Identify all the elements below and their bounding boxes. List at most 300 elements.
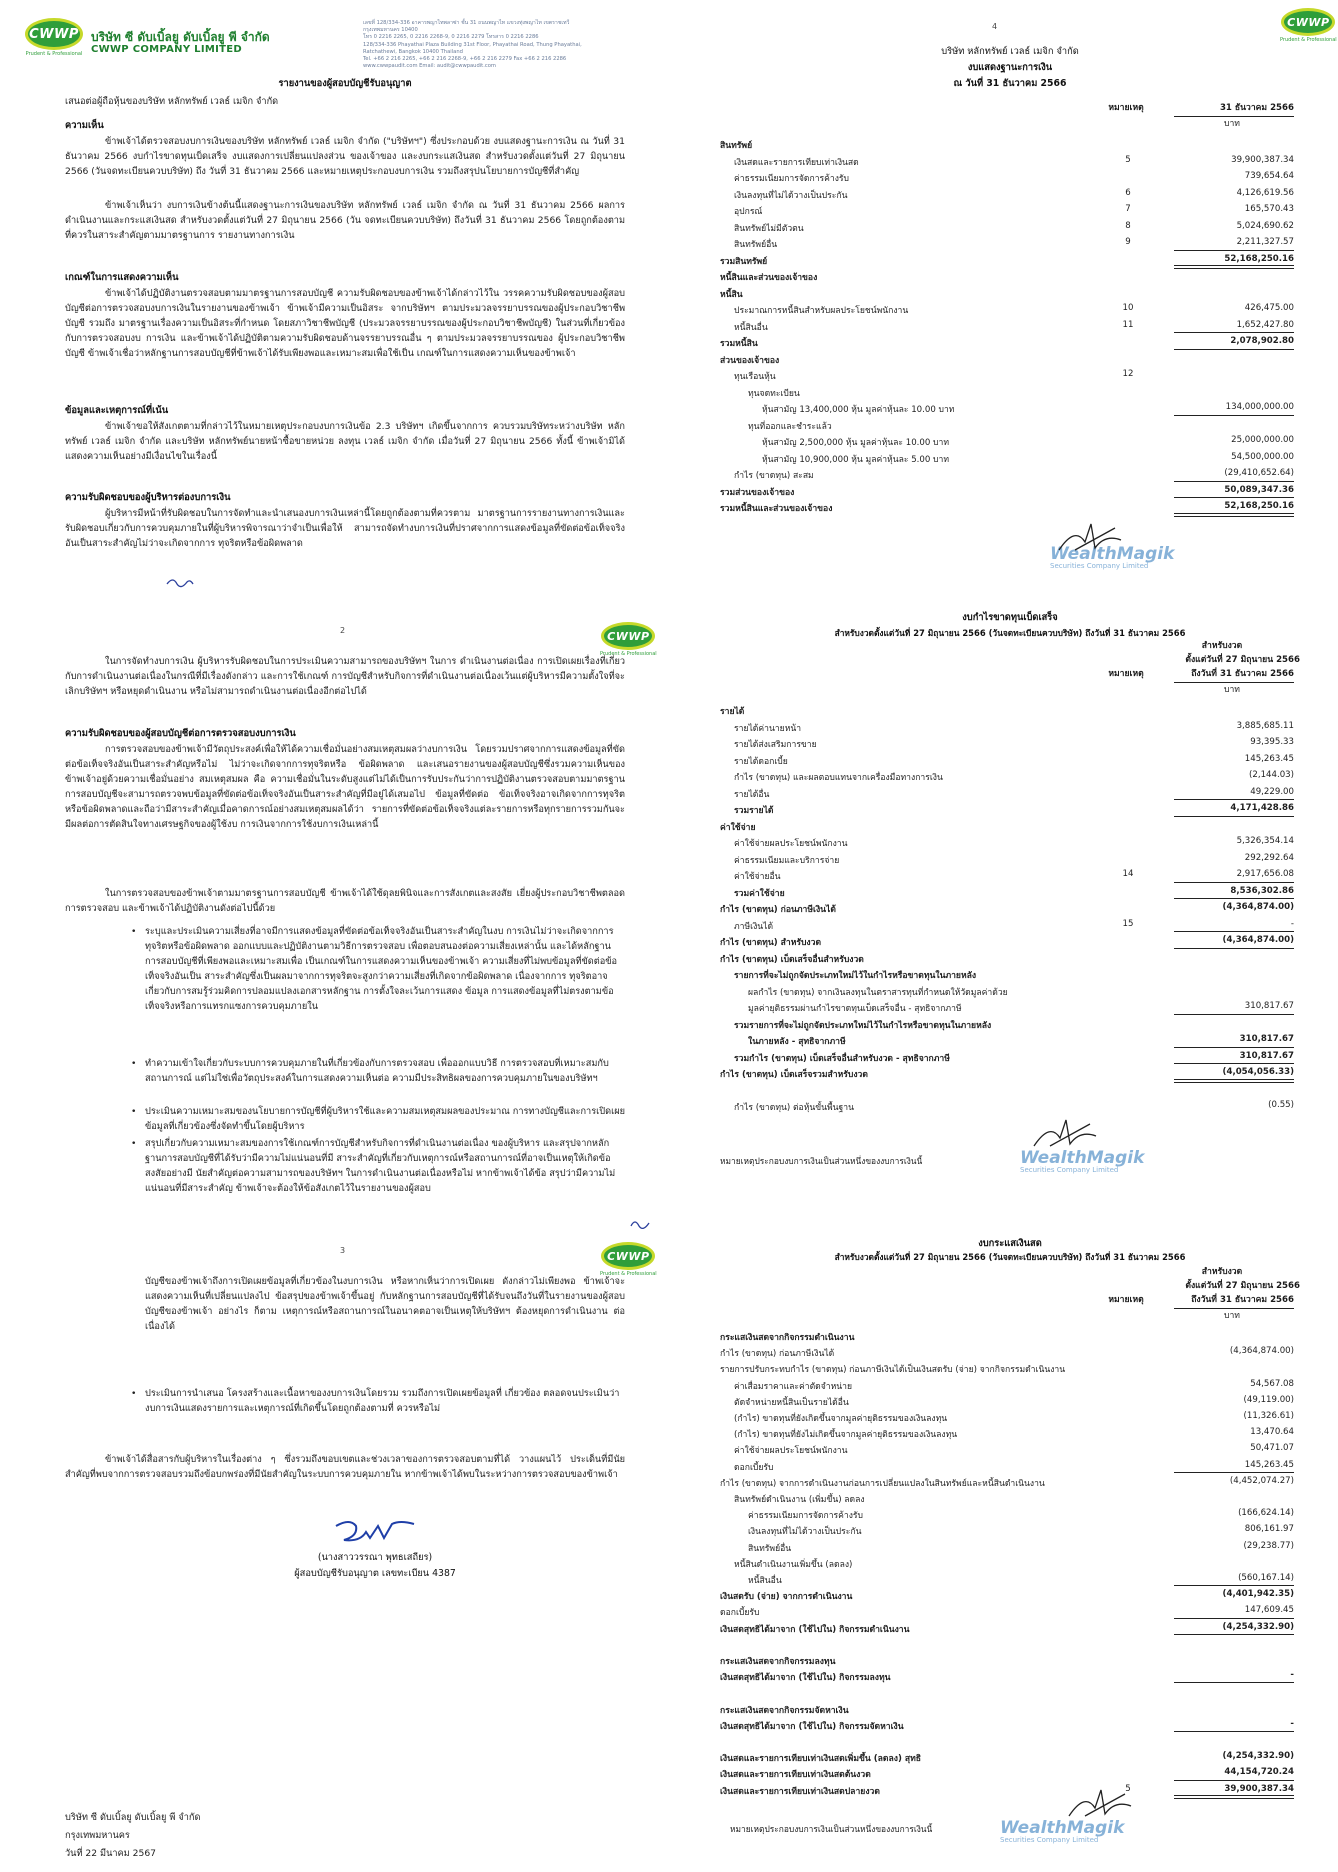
underline-rule <box>1174 415 1294 416</box>
row-label: กำไร (ขาดทุน) ต่อหุ้นขั้นพื้นฐาน <box>734 1103 854 1113</box>
statement-row <box>710 1717 1338 1733</box>
statement-company: บริษัท หลักทรัพย์ เวลธ์ เมจิก จำกัด <box>941 46 1079 57</box>
row-amount: 25,000,000.00 <box>1231 435 1294 445</box>
statement-row <box>710 1749 1338 1765</box>
column-rule <box>1174 116 1294 117</box>
statement-row <box>710 950 1338 967</box>
statement-row <box>710 884 1338 901</box>
row-label: หุ้นสามัญ 13,400,000 หุ้น มูลค่าหุ้นละ 10.00 บาท <box>762 405 955 415</box>
underline-rule <box>1174 1634 1294 1635</box>
row-amount: 292,292.64 <box>1244 852 1294 863</box>
audit-report-page-3 <box>25 1238 665 1868</box>
row-label: ตัดจำหน่ายหนี้สินเป็นรายได้อื่น <box>734 1397 849 1408</box>
row-label: รายได้ค่านายหน้า <box>734 723 802 734</box>
row-label: ค่าใช้จ่ายผลประโยชน์พนักงาน <box>734 1446 848 1457</box>
row-note: 10 <box>1122 303 1134 313</box>
statement-row <box>710 818 1338 835</box>
auditor-signature <box>330 1516 420 1546</box>
statement-row <box>710 186 1338 203</box>
underline-rule <box>1174 497 1294 498</box>
heading-management: ความรับผิดชอบของผู้บริหารต่องบการเงิน <box>65 492 231 503</box>
row-label: หุ้นสามัญ 2,500,000 หุ้น มูลค่าหุ้นละ 10.00 บาท <box>762 438 950 448</box>
double-underline-rule <box>1174 1795 1294 1799</box>
statement-row <box>710 1032 1338 1049</box>
row-note: 5 <box>1125 154 1131 165</box>
row-amount: 50,089,347.36 <box>1224 484 1294 495</box>
statement-row <box>710 268 1338 285</box>
row-amount: - <box>1290 1670 1294 1681</box>
statement-row <box>710 1684 1338 1700</box>
report-addressee: เสนอต่อผู้ถือหุ้นของบริษัท หลักทรัพย์ เวลธ์ เมจิก จำกัด <box>65 96 279 107</box>
statement-row <box>710 1474 1338 1490</box>
column-unit: บาท <box>1224 1311 1240 1321</box>
underline-rule <box>1174 349 1294 350</box>
logo-text: CWWP <box>25 18 83 50</box>
row-note: 12 <box>1122 369 1134 379</box>
statement-row <box>710 466 1338 483</box>
statement-title: งบกระแสเงินสด <box>978 1238 1042 1249</box>
income-statement-page <box>710 600 1338 1192</box>
row-label: ค่าธรรมเนียมการจัดการค้างรับ <box>748 1511 863 1522</box>
cwwp-logo <box>25 18 83 57</box>
row-amount: (4,254,332.90) <box>1222 1621 1294 1632</box>
heading-basis: เกณฑ์ในการแสดงความเห็น <box>65 272 179 283</box>
statement-row <box>710 351 1338 368</box>
double-underline-rule <box>1174 513 1294 517</box>
cash-flow-page <box>710 1228 1338 1868</box>
statement-row <box>710 1620 1338 1636</box>
row-label: สินทรัพย์ไม่มีตัวตน <box>734 223 804 234</box>
statement-row <box>710 318 1338 335</box>
statement-row <box>710 252 1338 269</box>
row-amount: 54,500,000.00 <box>1231 451 1294 462</box>
statement-row <box>710 933 1338 950</box>
row-label: รวมรายการที่จะไม่ถูกจัดประเภทใหม่ไว้ในกำไรหรือขาดทุนในภายหลัง <box>734 1020 992 1031</box>
statement-period: สำหรับงวดตั้งแต่วันที่ 27 มิถุนายน 2566 (วันจดทะเบียนควบบริษัท) ถึงวันที่ 31 ธันวาคม 2566 <box>834 628 1186 638</box>
statement-period: สำหรับงวดตั้งแต่วันที่ 27 มิถุนายน 2566 (วันจดทะเบียนควบบริษัท) ถึงวันที่ 31 ธันวาคม 2566 <box>834 1252 1186 1262</box>
row-amount: 54,567.08 <box>1250 1378 1294 1389</box>
paragraph-going-concern: ในการจัดทำงบการเงิน ผู้บริหารรับผิดชอบในการประเมินความสามารถของบริษัทฯ ในการ ดำเนินงานต่อเนื่อง การเปิดเผยเรื่องที่เกี่ยวกับการดำเนินงานต่อเนื่องในกรณีที่มีเรื่องดังกล่าว และการใช้เกณฑ์ การบัญชีสำหรับกิจการที่ดำเนินงานต่อเนื่องเว้นแต่ผู้บริหารมีความตั้งใจที่จะเลิกบริษัทฯ หรือหยุดดำเนินงาน หรือไม่สามารถดำเนินงานต่อเนื่องอีกต่อไปได้ <box>65 656 625 697</box>
column-note: หมายเหตุ <box>1108 669 1144 679</box>
row-label: เงินสดสุทธิได้มาจาก (ใช้ไปใน) กิจกรรมลงทุน <box>720 1673 891 1684</box>
statement-row <box>710 1733 1338 1749</box>
column-rule <box>1174 682 1294 683</box>
statement-row <box>710 735 1338 752</box>
statement-row <box>710 1441 1338 1457</box>
row-amount: 4,126,619.56 <box>1236 187 1294 198</box>
row-label: (กำไร) ขาดทุนที่ยังเกิดขึ้นจากมูลค่ายุติธรรมของเงินลงทุน <box>734 1414 948 1424</box>
underline-rule <box>1174 481 1294 482</box>
row-amount: (2,144.03) <box>1249 770 1294 780</box>
column-head-3: ถึงวันที่ 31 ธันวาคม 2566 <box>1191 1295 1294 1305</box>
statement-row <box>710 400 1338 417</box>
row-label: รายได้ส่งเสริมการขาย <box>734 740 817 750</box>
row-label: รวมสินทรัพย์ <box>720 256 768 267</box>
row-label: หนี้สินและส่วนของเจ้าของ <box>720 273 818 283</box>
row-label: รวมกำไร (ขาดทุน) เบ็ดเสร็จอื่นสำหรับงวด - สุทธิจากภาษี <box>734 1053 950 1064</box>
row-amount: (29,410,652.64) <box>1224 468 1294 478</box>
statement-row <box>710 153 1338 170</box>
statement-row <box>710 1782 1338 1798</box>
row-label: ค่าใช้จ่าย <box>720 822 756 833</box>
underline-rule <box>1174 1585 1294 1586</box>
page-number: 3 <box>340 1246 346 1255</box>
row-label: รวมหนี้สิน <box>720 339 758 349</box>
row-amount: 5,024,690.62 <box>1236 220 1294 231</box>
address-line: เลขที่ 128/334-336 อาคารพญาไทพลาซ่า ชั้น 31 ถนนพญาไท แขวงทุ่งพญาไท เขตราชเทวี <box>363 20 570 26</box>
row-label: ค่าธรรมเนียมและบริการจ่าย <box>734 855 840 866</box>
column-unit: บาท <box>1224 685 1240 695</box>
statement-row <box>710 1065 1338 1082</box>
income-statement-table <box>710 702 1338 1152</box>
row-amount: - <box>1290 918 1294 929</box>
address-line: Tel. +66 2 216 2265, +66 2 216 2268-9, +66 2 216 2279 Fax +66 2 216 2286 <box>363 56 567 63</box>
row-label: มูลค่ายุติธรรมผ่านกำไรขาดทุนเบ็ดเสร็จอื่น - สุทธิจากภาษี <box>748 1004 962 1014</box>
row-label: ค่าธรรมเนียมการจัดการค้างรับ <box>734 174 849 184</box>
statement-row <box>710 900 1338 917</box>
column-date: 31 ธันวาคม 2566 <box>1219 103 1294 113</box>
statement-row <box>710 1603 1338 1619</box>
statement-row <box>710 1587 1338 1603</box>
statement-row <box>710 367 1338 384</box>
statement-row <box>710 768 1338 785</box>
row-note: 11 <box>1122 319 1134 330</box>
underline-rule <box>1174 1047 1294 1048</box>
row-label: เงินลงทุนที่ไม่ได้วางเป็นประกัน <box>734 190 848 201</box>
statement-row <box>710 202 1338 219</box>
row-label: สินทรัพย์อื่น <box>734 240 778 250</box>
statement-row <box>710 1049 1338 1066</box>
statement-row <box>710 851 1338 868</box>
paragraph-auditor-1: การตรวจสอบของข้าพเจ้ามีวัตถุประสงค์เพื่อให้ได้ความเชื่อมั่นอย่างสมเหตุสมผลว่างบการเงิน โดยรวมปราศจากการแสดงข้อมูลที่ขัดต่อข้อเท็จจริงอันเป็นสาระสำคัญหรือไม่ ไม่ว่าจะเกิดจากการทุจริตหรือ ข้อผิดพลาด และเสนอรายงานของผู้สอบบัญชีซึ่งรวมความเห็นของข้าพเจ้าอยู่ด้วยความเชื่อมั่นอย่าง สมเหตุสมผล คือ ความเชื่อมั่นในระดับสูงแต่ไม่ได้เป็นการรับประกันว่าการปฏิบัติงานตรวจสอบตามมาตรฐาน การสอบบัญชีจะสามารถตรวจพบข้อมูลที่ขัดต่อข้อเท็จจริงอันเป็นสาระสำคัญที่มีอยู่ได้เสมอไป ข้อมูลที่ขัดต่อ ข้อเท็จจริงอาจเกิดจากการทุจริตหรือข้อผิดพลาดและถือว่ามีสาระสำคัญเมื่อคาดการณ์อย่างสมเหตุสมผลได้ว่า รายการที่ขัดต่อข้อเท็จจริงแต่ละรายการหรือทุกรายการรวมกันจะมีผลต่อการตัดสินใจทางเศรษฐกิจของผู้ใช้งบ การเงินจากการใช้งบการเงินเหล่านี้ <box>65 744 625 830</box>
row-label: กำไร (ขาดทุน) จากการดำเนินงานก่อนการเปลี่ยนแปลงในสินทรัพย์และหนี้สินดำเนินงาน <box>720 1478 1045 1489</box>
statement-row <box>710 1652 1338 1668</box>
underline-rule <box>1174 799 1294 800</box>
row-label: รายได้อื่น <box>734 789 770 800</box>
director-signature <box>1065 1786 1135 1826</box>
paragraph-going-concern-cont: บัญชีของข้าพเจ้าถึงการเปิดเผยข้อมูลที่เกี่ยวข้องในงบการเงิน หรือหากเห็นว่าการเปิดเผย ดังกล่าวไม่เพียงพอ ข้าพเจ้าจะแสดงความเห็นที่เปลี่ยนแปลงไป ข้อสรุปของข้าพเจ้าขึ้นอยู่ กับหลักฐานการสอบบัญชีที่ได้รับจนถึงวันที่ในรายงานของผู้สอบบัญชีของข้าพเจ้า อย่างไร ก็ตาม เหตุการณ์หรือสถานการณ์ในอนาคตอาจเป็นเหตุให้บริษัทฯ ต้องหยุดการดำเนินงาน ต่อเนื่องได้ <box>145 1276 625 1332</box>
row-label: รวมรายได้ <box>734 806 774 816</box>
row-note: 9 <box>1125 237 1131 247</box>
row-amount: 52,168,250.16 <box>1224 253 1294 264</box>
row-label: ดอกเบี้ยรับ <box>734 1462 774 1473</box>
signer-title: ผู้สอบบัญชีรับอนุญาต เลขทะเบียน 4387 <box>294 1568 456 1579</box>
column-note: หมายเหตุ <box>1108 1295 1144 1305</box>
row-label: รายได้ <box>720 707 745 717</box>
row-label: รวมหนี้สินและส่วนของเจ้าของ <box>720 504 833 514</box>
row-amount: 2,917,656.08 <box>1236 869 1294 879</box>
row-amount: 806,161.97 <box>1244 1524 1294 1535</box>
statement-row <box>710 1765 1338 1781</box>
row-label: กระแสเงินสดจากกิจกรรมจัดหาเงิน <box>720 1705 849 1716</box>
cash-flow-table <box>710 1328 1338 1828</box>
statement-row <box>710 1016 1338 1033</box>
row-label: สินทรัพย์ดำเนินงาน (เพิ่มขึ้น) ลดลง <box>734 1495 865 1505</box>
row-amount: 49,229.00 <box>1250 786 1294 797</box>
statement-row <box>710 169 1338 186</box>
row-note: 7 <box>1125 204 1131 214</box>
statement-row <box>710 966 1338 983</box>
row-label: หนี้สิน <box>720 289 743 300</box>
row-amount: 147,609.45 <box>1244 1605 1294 1616</box>
statement-row <box>710 219 1338 236</box>
statement-row <box>710 1490 1338 1506</box>
row-amount: 426,475.00 <box>1244 303 1294 313</box>
row-label: รายการที่จะไม่ถูกจัดประเภทใหม่ไว้ในกำไรหรือขาดทุนในภายหลัง <box>734 971 977 981</box>
statement-row <box>710 752 1338 769</box>
row-label: หนี้สินอื่น <box>748 1576 782 1586</box>
row-amount: (4,254,332.90) <box>1222 1751 1294 1762</box>
row-amount: 8,536,302.86 <box>1230 885 1294 896</box>
underline-rule <box>1174 948 1294 949</box>
row-label: กระแสเงินสดจากกิจกรรมดำเนินงาน <box>720 1333 855 1343</box>
row-label: หนี้สินอื่น <box>734 322 768 333</box>
statement-row <box>710 867 1338 884</box>
heading-auditor: ความรับผิดชอบของผู้สอบบัญชีต่อการตรวจสอบงบการเงิน <box>65 728 296 739</box>
statement-row <box>710 136 1338 153</box>
row-label: กำไร (ขาดทุน) และผลตอบแทนจากเครื่องมือทางการเงิน <box>734 773 943 783</box>
row-label: กำไร (ขาดทุน) เบ็ดเสร็จอื่นสำหรับงวด <box>720 954 864 965</box>
row-label: หุ้นสามัญ 10,900,000 หุ้น มูลค่าหุ้นละ 5.00 บาท <box>762 454 950 465</box>
row-amount: (560,167.14) <box>1238 1573 1294 1583</box>
paragraph-communication: ข้าพเจ้าได้สื่อสารกับผู้บริหารในเรื่องต่าง ๆ ซึ่งรวมถึงขอบเขตและช่วงเวลาของการตรวจสอบตามที่ได้ วางแผนไว้ ประเด็นที่มีนัยสำคัญที่พบจากการตรวจสอบรวมถึงข้อบกพร่องที่มีนัยสำคัญในระบบการควบคุมภายใน หากข้าพเจ้าได้พบในระหว่างการตรวจสอบของข้าพเจ้า <box>65 1454 625 1480</box>
footer-company: บริษัท ซี ดับเบิ้ลยู ดับเบิ้ลยู พี จำกัด <box>65 1812 201 1823</box>
bullet-risk-assessment: • ระบุและประเมินความเสี่ยงที่อาจมีการแสดงข้อมูลที่ขัดต่อข้อเท็จจริงอันเป็นสาระสำคัญในงบ การเงินไม่ว่าจะเกิดจากการทุจริตหรือข้อผิดพลาด ออกแบบและปฏิบัติงานตามวิธีการตรวจสอบ เพื่อตอบสนองต่อความเสี่ยงเหล่านั้น และได้หลักฐานการสอบบัญชีที่เพียงพอและเหมาะสมเพื่อ เป็นเกณฑ์ในการแสดงความเห็นของข้าพเจ้า ความเสี่ยงที่ไม่พบข้อมูลที่ขัดต่อข้อเท็จจริงอันเป็น สาระสำคัญซึ่งเป็นผลมาจากการทุจริตจะสูงกว่าความเสี่ยงที่เกิดจากข้อผิดพลาด เนื่องจากการ ทุจริตอาจเกี่ยวกับการสมรู้ร่วมคิดการปลอมแปลงเอกสารหลักฐาน การตั้งใจละเว้นการแสดง ข้อมูล การแสดงข้อมูลที่ไม่ตรงตามข้อเท็จจริงหรือการแทรกแซงการควบคุมภายใน <box>145 924 625 1014</box>
paragraph-opinion-1: ข้าพเจ้าได้ตรวจสอบงบการเงินของบริษัท หลักทรัพย์ เวลธ์ เมจิก จำกัด ("บริษัทฯ") ซึ่งประกอบด้วย งบแสดงฐานะการเงิน ณ วันที่ 31 ธันวาคม 2566 งบกำไรขาดทุนเบ็ดเสร็จ งบแสดงการเปลี่ยนแปลงส่วน ของเจ้าของ และงบกระแสเงินสด สำหรับงวดตั้งแต่วันที่ 27 มิถุนายน 2566 (วันจดทะเบียนควบบริษัท) ถึง วันที่ 31 ธันวาคม 2566 และหมายเหตุประกอบงบการเงิน รวมถึงสรุปนโยบายการบัญชีที่สำคัญ <box>65 136 625 177</box>
bullet-presentation: • ประเมินการนำเสนอ โครงสร้างและเนื้อหาของงบการเงินโดยรวม รวมถึงการเปิดเผยข้อมูลที่ เกี่ยวข้อง ตลอดจนประเมินว่างบการเงินแสดงรายการและเหตุการณ์ที่เกิดขึ้นโดยถูกต้องตามที่ ควรหรือไม่ <box>145 1386 625 1416</box>
row-note: 8 <box>1125 220 1131 231</box>
row-label: เงินสดและรายการเทียบเท่าเงินสด <box>734 157 859 168</box>
underline-rule <box>1174 1731 1294 1732</box>
statement-row <box>710 1344 1338 1360</box>
statement-row <box>710 1409 1338 1425</box>
column-note: หมายเหตุ <box>1108 103 1144 113</box>
row-amount: (29,238.77) <box>1243 1540 1294 1551</box>
column-head-3: ถึงวันที่ 31 ธันวาคม 2566 <box>1191 669 1294 679</box>
initials-mark <box>629 1218 651 1232</box>
row-label: กำไร (ขาดทุน) สำหรับงวด <box>720 938 822 948</box>
underline-rule <box>1174 931 1294 932</box>
underline-rule <box>1174 816 1294 817</box>
statement-row <box>710 1425 1338 1441</box>
row-label: รวมส่วนของเจ้าของ <box>720 487 795 498</box>
statement-footnote: หมายเหตุประกอบงบการเงินเป็นส่วนหนึ่งของงบการเงินนี้ <box>730 1824 933 1834</box>
row-label: อุปกรณ์ <box>734 207 763 217</box>
row-amount: (166,624.14) <box>1238 1508 1294 1519</box>
address-line: www.cwwpaudit.com Email: audit@cwwpaudit.com <box>363 63 496 70</box>
footer-date: วันที่ 22 มีนาคม 2567 <box>65 1848 157 1859</box>
row-amount: (4,364,874.00) <box>1222 935 1294 945</box>
row-amount: 44,154,720.24 <box>1224 1767 1294 1778</box>
row-amount: 310,817.67 <box>1244 1001 1294 1011</box>
statement-row <box>710 235 1338 252</box>
row-label: เงินสดและรายการเทียบเท่าเงินสดต้นงวด <box>720 1770 871 1781</box>
paragraph-management: ผู้บริหารมีหน้าที่รับผิดชอบในการจัดทำและนำเสนองบการเงินเหล่านี้โดยถูกต้องตามที่ควรตาม มาตรฐานการรายงานทางการเงินและรับผิดชอบเกี่ยวกับการควบคุมภายในที่ผู้บริหารพิจารณาว่าจำเป็นเพื่อให้ สามารถจัดทำงบการเงินที่ปราศจากการแสดงข้อมูลที่ขัดต่อข้อเท็จจริงอันเป็นสาระสำคัญไม่ว่าจะเกิดจากการ ทุจริตหรือข้อผิดพลาด <box>65 508 625 549</box>
footer-city: กรุงเทพมหานคร <box>65 1830 130 1841</box>
underline-rule <box>1174 1618 1294 1619</box>
initials-mark <box>165 576 195 590</box>
statement-row <box>710 285 1338 302</box>
statement-row <box>710 1393 1338 1409</box>
statement-row <box>710 1328 1338 1344</box>
statement-row <box>710 433 1338 450</box>
watermark-text: WealthMagik <box>1050 544 1175 564</box>
statement-row <box>710 999 1338 1016</box>
row-label: ผลกำไร (ขาดทุน) จากเงินลงทุนในตราสารทุนที่กำหนดให้วัดมูลค่าด้วย <box>748 987 1008 998</box>
statement-row <box>710 785 1338 802</box>
company-name-en: CWWP COMPANY LIMITED <box>91 44 242 55</box>
cwwp-logo <box>1280 8 1337 43</box>
underline-rule <box>1174 332 1294 333</box>
statement-row <box>710 1571 1338 1587</box>
row-amount: 134,000,000.00 <box>1225 402 1294 412</box>
column-unit: บาท <box>1224 119 1240 129</box>
underline-rule <box>1174 1014 1294 1015</box>
heading-opinion: ความเห็น <box>65 120 104 131</box>
row-amount: 165,570.43 <box>1244 204 1294 214</box>
statement-row <box>710 1082 1338 1099</box>
row-label: ทุนที่ออกและชำระแล้ว <box>748 421 832 432</box>
row-amount: 310,817.67 <box>1239 1050 1294 1061</box>
watermark-text: WealthMagik <box>1000 1818 1125 1838</box>
director-signature <box>1055 520 1125 560</box>
row-amount: 2,078,902.80 <box>1230 336 1294 346</box>
statement-row <box>710 384 1338 401</box>
row-amount: (4,401,942.35) <box>1222 1589 1294 1600</box>
statement-row <box>710 301 1338 318</box>
statement-row <box>710 917 1338 934</box>
audit-report-page-2 <box>25 618 665 1238</box>
row-amount: 39,900,387.34 <box>1224 1783 1294 1794</box>
statement-row <box>710 1098 1338 1115</box>
row-label: กำไร (ขาดทุน) สะสม <box>734 471 814 481</box>
row-label: ทุนเรือนหุ้น <box>734 372 776 382</box>
watermark-subtext: Securities Company Limited <box>1000 1836 1099 1844</box>
row-label: กำไร (ขาดทุน) ก่อนภาษีเงินได้ <box>720 1349 835 1360</box>
bullet-going-concern: • สรุปเกี่ยวกับความเหมาะสมของการใช้เกณฑ์การบัญชีสำหรับกิจการที่ดำเนินงานต่อเนื่อง ของผู้บริหาร และสรุปจากหลักฐานการสอบบัญชีที่ได้รับว่ามีความไม่แน่นอนที่มี สาระสำคัญที่เกี่ยวกับเหตุการณ์หรือสถานการณ์ที่อาจเป็นเหตุให้เกิดข้อสงสัยอย่างมี นัยสำคัญต่อความสามารถของบริษัทฯ ในการดำเนินงานต่อเนื่องหรือไม่ หากข้าพเจ้าได้ข้อ สรุปว่ามีความไม่แน่นอนที่มีสาระสำคัญ ข้าพเจ้าจะต้องให้ข้อสังเกตไว้ในรายงานของผู้สอบ <box>145 1136 625 1196</box>
row-label: เงินสดและรายการเทียบเท่าเงินสดเพิ่มขึ้น (ลดลง) สุทธิ <box>720 1754 922 1765</box>
logo-tagline: Prudent & Professional <box>1280 37 1337 43</box>
statement-title: งบกำไรขาดทุนเบ็ดเสร็จ <box>962 612 1058 623</box>
cwwp-logo <box>600 622 657 657</box>
row-amount: (4,054,056.33) <box>1222 1067 1294 1077</box>
statement-row <box>710 450 1338 467</box>
row-label: ค่าใช้จ่ายอื่น <box>734 872 781 882</box>
underline-rule <box>1174 882 1294 883</box>
statement-row <box>710 1522 1338 1538</box>
paragraph-basis: ข้าพเจ้าได้ปฏิบัติงานตรวจสอบตามมาตรฐานการสอบบัญชี ความรับผิดชอบของข้าพเจ้าได้กล่าวไว้ใน วรรคความรับผิดชอบของผู้สอบบัญชีต่อการตรวจสอบงบการเงินในรายงานของข้าพเจ้า ข้าพเจ้ามีความเป็นอิสระ จากบริษัทฯ ตามประมวลจรรยาบรรณของผู้ประกอบวิชาชีพบัญชี รวมถึง มาตรฐานเรื่องความเป็นอิสระที่กำหนด โดยสภาวิชาชีพบัญชี (ประมวลจรรยาบรรณของผู้ประกอบวิชาชีพบัญชี) ในส่วนที่เกี่ยวข้องกับการตรวจสอบงบ การเงิน และข้าพเจ้าได้ปฏิบัติตามความรับผิดชอบด้านจรรยาบรรณอื่น ๆ ตามประมวลจรรยาบรรณของ ผู้ประกอบวิชาชีพบัญชี ข้าพเจ้าเชื่อว่าหลักฐานการสอบบัญชีที่ข้าพเจ้าได้รับเพียงพอและเหมาะสมเพื่อใช้เป็น เกณฑ์ในการแสดงความเห็นของข้าพเจ้า <box>65 288 625 359</box>
watermark-subtext: Securities Company Limited <box>1020 1166 1119 1174</box>
statement-row <box>710 499 1338 516</box>
signer-name: (นางสาววรรณา พุทธเสถียร) <box>317 1552 433 1563</box>
statement-row <box>710 483 1338 500</box>
row-label: กระแสเงินสดจากกิจกรรมลงทุน <box>720 1657 836 1667</box>
statement-row <box>710 1506 1338 1522</box>
underline-rule <box>1174 1063 1294 1064</box>
row-amount: 1,652,427.80 <box>1236 319 1294 330</box>
row-label: ประมาณการหนี้สินสำหรับผลประโยชน์พนักงาน <box>734 306 909 316</box>
row-label: รายได้ดอกเบี้ย <box>734 756 788 767</box>
row-amount: 52,168,250.16 <box>1224 501 1294 511</box>
row-label: เงินสดสุทธิได้มาจาก (ใช้ไปใน) กิจกรรมดำเนินงาน <box>720 1624 910 1635</box>
row-amount: 5,326,354.14 <box>1236 836 1294 846</box>
heading-emphasis: ข้อมูลและเหตุการณ์ที่เน้น <box>65 405 169 416</box>
balance-sheet-page <box>710 8 1338 590</box>
statement-row <box>710 1555 1338 1571</box>
company-name-th: บริษัท ซี ดับเบิ้ลยู ดับเบิ้ลยู พี จำกัด <box>91 30 270 44</box>
row-amount: 145,263.45 <box>1244 1459 1294 1470</box>
row-note: 6 <box>1125 187 1131 198</box>
row-amount: - <box>1290 1718 1294 1729</box>
watermark-subtext: Securities Company Limited <box>1050 562 1149 570</box>
report-title: รายงานของผู้สอบบัญชีรับอนุญาต <box>278 78 412 89</box>
statement-title: งบแสดงฐานะการเงิน <box>967 62 1053 73</box>
row-amount: (49,119.00) <box>1243 1394 1294 1405</box>
row-label: ค่าใช้จ่ายผลประโยชน์พนักงาน <box>734 839 848 849</box>
row-label: เงินสดและรายการเทียบเท่าเงินสดปลายงวด <box>720 1786 880 1797</box>
balance-sheet-table <box>710 136 1338 576</box>
statement-row <box>710 1701 1338 1717</box>
row-note: 15 <box>1122 918 1134 929</box>
page-number: 4 <box>992 22 998 31</box>
row-amount: (0.55) <box>1268 1100 1294 1110</box>
row-amount: (11,326.61) <box>1243 1411 1294 1421</box>
statement-row <box>710 702 1338 719</box>
paragraph-auditor-2: ในการตรวจสอบของข้าพเจ้าตามมาตรฐานการสอบบัญชี ข้าพเจ้าได้ใช้ดุลยพินิจและการสังเกตและสงสัย เยี่ยงผู้ประกอบวิชาชีพตลอดการตรวจสอบ และข้าพเจ้าได้ปฏิบัติงานดังต่อไปนี้ด้วย <box>65 888 625 914</box>
company-address <box>363 20 663 70</box>
logo-tagline: Prudent & Professional <box>25 51 83 57</box>
address-line: 128/334-336 Phayathai Plaza Building 31st Floor, Phayathai Road, Thung Phayathai, <box>363 41 582 48</box>
row-label: ส่วนของเจ้าของ <box>720 355 780 366</box>
column-head-2: ตั้งแต่วันที่ 27 มิถุนายน 2566 <box>1185 655 1300 665</box>
underline-rule <box>1174 250 1294 251</box>
underline-rule <box>1174 1472 1294 1473</box>
column-head-1: สำหรับงวด <box>1201 1267 1243 1277</box>
row-amount: 4,171,428.86 <box>1230 803 1294 813</box>
row-amount: 13,470.64 <box>1250 1427 1294 1438</box>
statement-row <box>710 801 1338 818</box>
logo-tagline: Prudent & Professional <box>600 651 657 657</box>
row-note: 14 <box>1122 869 1134 879</box>
statement-row <box>710 1539 1338 1555</box>
statement-row <box>710 834 1338 851</box>
address-line: โทร 0 2216 2265, 0 2216 2268-9, 0 2216 2279 โทรสาร 0 2216 2286 <box>363 34 539 41</box>
statement-row <box>710 1458 1338 1474</box>
row-label: เงินสดรับ (จ่าย) จากการดำเนินงาน <box>720 1592 853 1603</box>
audit-report-page-1 <box>25 8 665 618</box>
row-amount: 3,885,685.11 <box>1236 720 1294 731</box>
row-label: ค่าเสื่อมราคาและค่าตัดจำหน่าย <box>734 1381 853 1392</box>
row-amount: (4,452,074.27) <box>1229 1475 1294 1486</box>
statement-row <box>710 1636 1338 1652</box>
row-amount: 145,263.45 <box>1244 753 1294 764</box>
statement-row <box>710 334 1338 351</box>
row-label: ในภายหลัง - สุทธิจากภาษี <box>748 1037 846 1047</box>
column-head-1: สำหรับงวด <box>1201 641 1243 651</box>
row-note: 5 <box>1125 1783 1131 1794</box>
row-label: (กำไร) ขาดทุนที่ยังไม่เกิดขึ้นจากมูลค่ายุติธรรมของเงินลงทุน <box>734 1430 958 1441</box>
row-amount: (4,364,874.00) <box>1229 1346 1294 1357</box>
row-amount: 93,395.33 <box>1250 737 1294 747</box>
row-amount: 310,817.67 <box>1239 1034 1294 1044</box>
row-label: ดอกเบี้ยรับ <box>720 1608 760 1619</box>
row-label: ทุนจดทะเบียน <box>748 388 800 399</box>
row-label: ภาษีเงินได้ <box>734 921 774 932</box>
statement-row <box>710 719 1338 736</box>
logo-text: CWWP <box>601 1242 655 1270</box>
row-amount: 50,471.07 <box>1250 1443 1294 1454</box>
paragraph-opinion-2: ข้าพเจ้าเห็นว่า งบการเงินข้างต้นนี้แสดงฐานะการเงินของบริษัท หลักทรัพย์ เวลธ์ เมจิก จำกัด ณ วันที่ 31 ธันวาคม 2566 ผลการดำเนินงานและกระแสเงินสด สำหรับงวดตั้งแต่วันที่ 27 มิถุนายน 2566 (วัน จดทะเบียนควบบริษัท) ถึงวันที่ 31 ธันวาคม 2566 โดยถูกต้องตามที่ควรในสาระสำคัญตามมาตรฐานการ รายงานทางการเงิน <box>65 200 625 241</box>
